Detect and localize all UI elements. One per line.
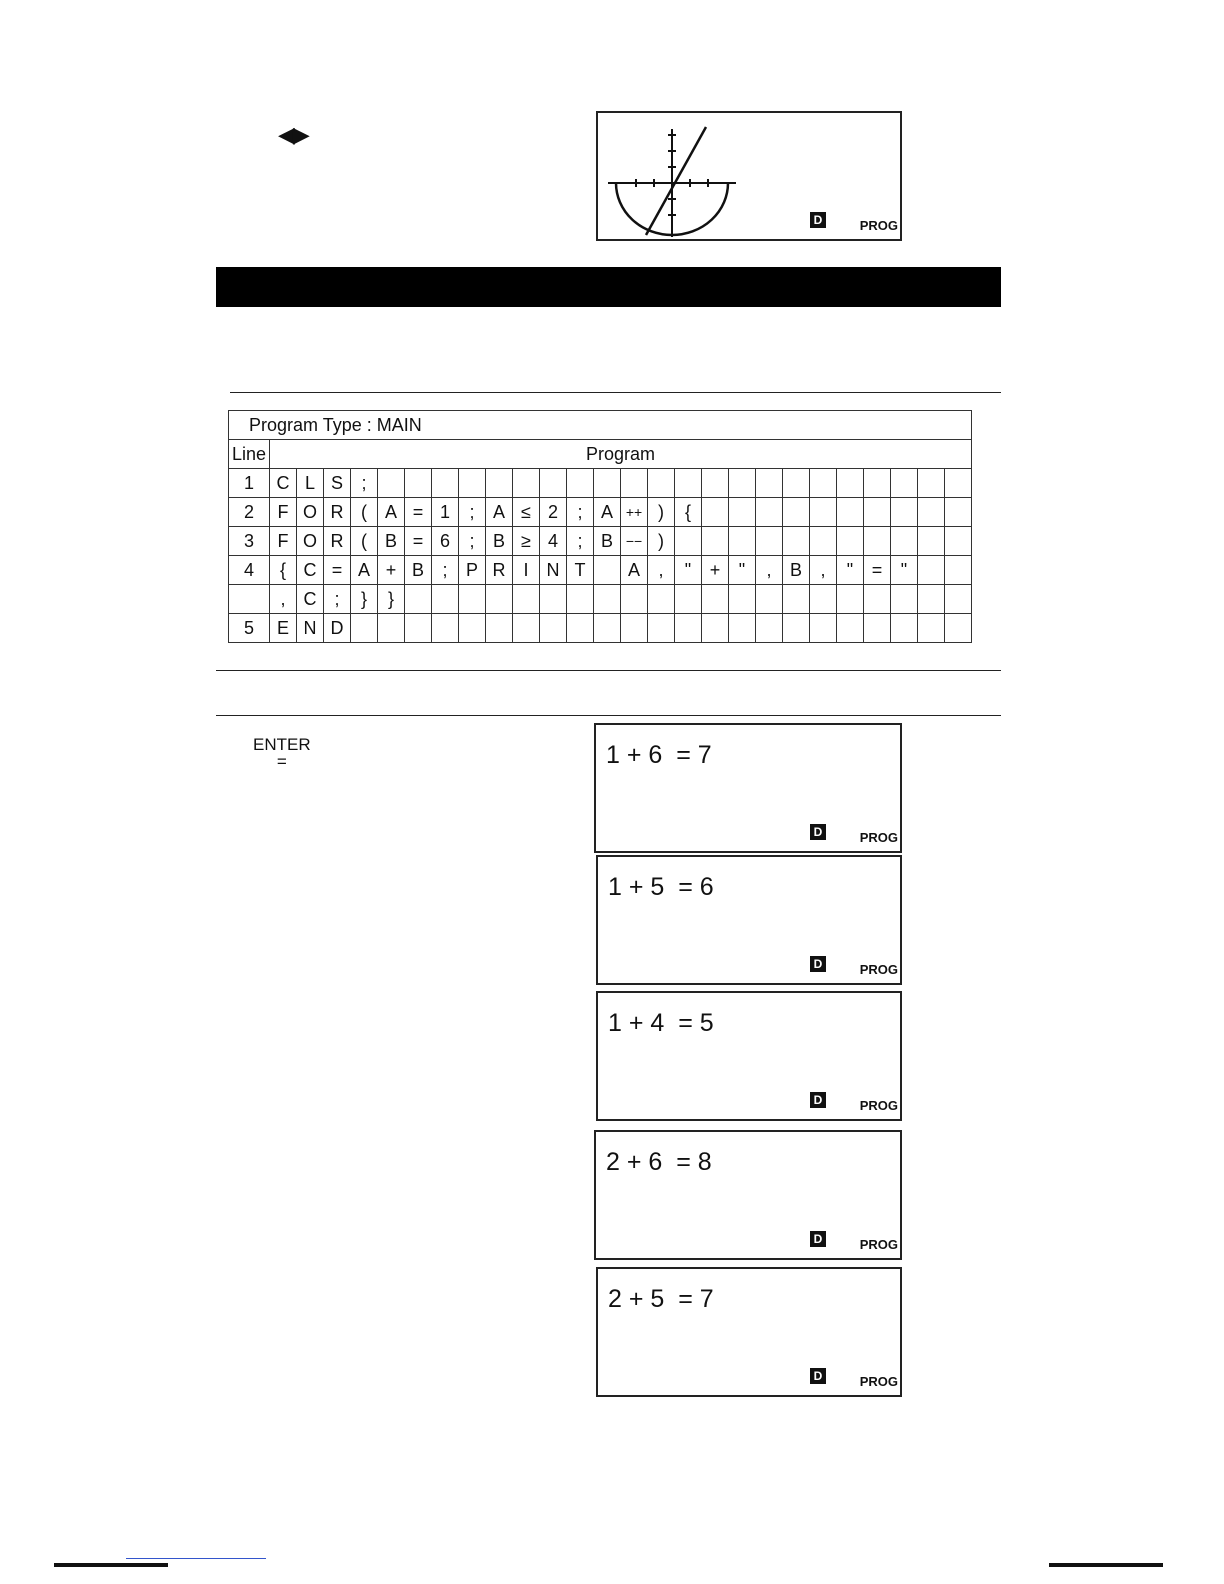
- program-cell: [459, 469, 486, 498]
- program-cell: ≤: [513, 498, 540, 527]
- program-cell: I: [513, 556, 540, 585]
- footer-bar-left: [54, 1563, 168, 1567]
- line-number: [229, 585, 270, 614]
- program-cell: [729, 614, 756, 643]
- line-number: 2: [229, 498, 270, 527]
- program-cell: [945, 498, 972, 527]
- program-cell: [837, 498, 864, 527]
- program-cell: B: [378, 527, 405, 556]
- program-cell: B: [486, 527, 513, 556]
- program-cell: [756, 469, 783, 498]
- program-cell: [432, 469, 459, 498]
- program-row: [229, 527, 972, 556]
- program-cell: [783, 469, 810, 498]
- program-cell: [648, 614, 675, 643]
- program-cell: B: [405, 556, 432, 585]
- program-cell: +: [378, 556, 405, 585]
- program-cell: [540, 469, 567, 498]
- program-cell: +: [702, 556, 729, 585]
- program-cell: [756, 614, 783, 643]
- output-screen-3: [596, 991, 902, 1121]
- program-cell: [837, 614, 864, 643]
- program-cell: P: [459, 556, 486, 585]
- program-cell: [540, 585, 567, 614]
- display-mode-indicator: D: [810, 1368, 826, 1384]
- program-cell: [702, 498, 729, 527]
- program-cell: }: [378, 585, 405, 614]
- program-cell: A: [378, 498, 405, 527]
- program-row: [229, 614, 972, 643]
- program-cell: (: [351, 527, 378, 556]
- program-cell: [918, 614, 945, 643]
- program-cell: [810, 498, 837, 527]
- program-cell: {: [270, 556, 297, 585]
- program-cell: C: [270, 469, 297, 498]
- program-cell: [729, 498, 756, 527]
- program-cell: [891, 614, 918, 643]
- section-heading-bar: [216, 267, 1001, 307]
- program-cell: =: [864, 556, 891, 585]
- program-cell: [756, 585, 783, 614]
- display-mode-indicator: D: [810, 1092, 826, 1108]
- program-cell: [783, 585, 810, 614]
- program-cell: [432, 614, 459, 643]
- enter-key-label: ENTER: [253, 735, 311, 754]
- program-cell: [459, 614, 486, 643]
- program-cell: [702, 469, 729, 498]
- program-cell: [864, 469, 891, 498]
- divider: [216, 715, 1001, 716]
- line-number: 5: [229, 614, 270, 643]
- line-number: 3: [229, 527, 270, 556]
- line-header: Line: [229, 440, 270, 469]
- program-cell: [783, 498, 810, 527]
- program-cell: [648, 469, 675, 498]
- program-cell: [567, 585, 594, 614]
- program-cell: A: [486, 498, 513, 527]
- program-cell: [675, 527, 702, 556]
- program-cell: ): [648, 498, 675, 527]
- program-cell: ,: [270, 585, 297, 614]
- program-cell: ": [675, 556, 702, 585]
- program-cell: A: [621, 556, 648, 585]
- program-cell: B: [594, 527, 621, 556]
- divider: [230, 392, 1001, 393]
- enter-key-symbol: =: [276, 752, 287, 771]
- program-cell: }: [351, 585, 378, 614]
- program-cell: N: [297, 614, 324, 643]
- program-cell: [837, 527, 864, 556]
- prog-mode-label: PROG: [859, 1374, 898, 1389]
- program-header: Program: [270, 440, 972, 469]
- program-cell: [810, 469, 837, 498]
- program-cell: S: [324, 469, 351, 498]
- program-cell: [513, 614, 540, 643]
- program-cell: 6: [432, 527, 459, 556]
- program-cell: [864, 498, 891, 527]
- program-cell: O: [297, 498, 324, 527]
- program-cell: [621, 614, 648, 643]
- program-cell: B: [783, 556, 810, 585]
- program-cell: [567, 614, 594, 643]
- program-cell: L: [297, 469, 324, 498]
- program-cell: [837, 469, 864, 498]
- program-cell: [378, 614, 405, 643]
- program-cell: [675, 585, 702, 614]
- left-right-arrow-keys: ◀▶: [278, 122, 308, 147]
- divider: [216, 670, 1001, 671]
- footer-link-underline: [126, 1558, 266, 1559]
- program-cell: C: [297, 556, 324, 585]
- program-cell: [945, 614, 972, 643]
- program-cell: [891, 527, 918, 556]
- program-cell: ;: [459, 527, 486, 556]
- program-cell: [405, 469, 432, 498]
- output-screen-4: [594, 1130, 902, 1260]
- output-screen-5: [596, 1267, 902, 1397]
- program-cell: ;: [324, 585, 351, 614]
- output-expression: 1 + 4 = 5: [608, 1009, 714, 1037]
- footer-bar-right: [1049, 1563, 1163, 1567]
- program-cell: ): [648, 527, 675, 556]
- program-cell: F: [270, 498, 297, 527]
- program-cell: ": [891, 556, 918, 585]
- program-cell: [351, 614, 378, 643]
- program-cell: [783, 527, 810, 556]
- graph-plot: [598, 113, 900, 239]
- enter-key: [253, 735, 311, 769]
- program-cell: [432, 585, 459, 614]
- program-row: [229, 469, 972, 498]
- graph-screen: [596, 111, 902, 241]
- program-cell: O: [297, 527, 324, 556]
- program-cell: [540, 614, 567, 643]
- program-cell: [702, 527, 729, 556]
- program-cell: F: [270, 527, 297, 556]
- program-cell: N: [540, 556, 567, 585]
- output-expression: 1 + 6 = 7: [606, 741, 712, 769]
- output-expression: 2 + 6 = 8: [606, 1148, 712, 1176]
- program-cell: A: [594, 498, 621, 527]
- program-cell: ≥: [513, 527, 540, 556]
- program-cell: [918, 469, 945, 498]
- program-cell: R: [324, 498, 351, 527]
- program-cell: [891, 585, 918, 614]
- program-cell: [945, 585, 972, 614]
- display-mode-indicator: D: [810, 956, 826, 972]
- prog-mode-label: PROG: [859, 1098, 898, 1113]
- program-cell: [513, 585, 540, 614]
- program-cell: [810, 527, 837, 556]
- program-cell: C: [297, 585, 324, 614]
- program-cell: [756, 527, 783, 556]
- program-cell: ;: [432, 556, 459, 585]
- program-cell: =: [324, 556, 351, 585]
- prog-mode-label: PROG: [859, 830, 898, 845]
- program-cell: [864, 527, 891, 556]
- program-cell: ;: [351, 469, 378, 498]
- program-cell: [810, 614, 837, 643]
- program-cell: [621, 469, 648, 498]
- program-cell: ": [837, 556, 864, 585]
- prog-mode-label: PROG: [859, 962, 898, 977]
- program-cell: [594, 585, 621, 614]
- program-cell: ;: [567, 498, 594, 527]
- program-cell: [918, 585, 945, 614]
- program-cell: [675, 614, 702, 643]
- program-cell: [486, 585, 513, 614]
- program-cell: [594, 469, 621, 498]
- program-cell: [756, 498, 783, 527]
- program-cell: T: [567, 556, 594, 585]
- display-mode-indicator: D: [810, 1231, 826, 1247]
- program-type-label: Program Type : MAIN: [229, 411, 972, 440]
- program-cell: {: [675, 498, 702, 527]
- program-cell: [864, 585, 891, 614]
- program-cell: [567, 469, 594, 498]
- program-cell: [405, 585, 432, 614]
- program-cell: [945, 556, 972, 585]
- program-cell: [918, 556, 945, 585]
- program-cell: [648, 585, 675, 614]
- line-number: 4: [229, 556, 270, 585]
- program-cell: ;: [459, 498, 486, 527]
- program-cell: 1: [432, 498, 459, 527]
- program-cell: [729, 585, 756, 614]
- program-cell: [486, 469, 513, 498]
- prog-mode-label: PROG: [859, 1237, 898, 1252]
- program-cell: [891, 469, 918, 498]
- program-cell: [729, 527, 756, 556]
- output-screen-1: [594, 723, 902, 853]
- program-cell: [594, 614, 621, 643]
- program-cell: [945, 527, 972, 556]
- display-mode-indicator: D: [810, 212, 826, 228]
- program-cell: [378, 469, 405, 498]
- program-cell: D: [324, 614, 351, 643]
- line-number: 1: [229, 469, 270, 498]
- program-cell: [945, 469, 972, 498]
- program-cell: R: [486, 556, 513, 585]
- program-cell: ": [729, 556, 756, 585]
- program-cell: E: [270, 614, 297, 643]
- program-cell: =: [405, 498, 432, 527]
- program-cell: ++: [621, 498, 648, 527]
- program-cell: [729, 469, 756, 498]
- program-cell: 4: [540, 527, 567, 556]
- program-cell: ,: [648, 556, 675, 585]
- program-row: [229, 498, 972, 527]
- program-cell: [837, 585, 864, 614]
- program-cell: [459, 585, 486, 614]
- program-cell: [918, 498, 945, 527]
- program-cell: 2: [540, 498, 567, 527]
- program-cell: −−: [621, 527, 648, 556]
- program-cell: A: [351, 556, 378, 585]
- output-expression: 2 + 5 = 7: [608, 1285, 714, 1313]
- program-cell: [891, 498, 918, 527]
- output-expression: 1 + 5 = 6: [608, 873, 714, 901]
- output-screen-2: [596, 855, 902, 985]
- program-cell: [675, 469, 702, 498]
- program-row: [229, 556, 972, 585]
- program-cell: [513, 469, 540, 498]
- program-cell: [864, 614, 891, 643]
- prog-mode-label: PROG: [859, 218, 898, 233]
- program-table: [228, 410, 972, 643]
- program-cell: [918, 527, 945, 556]
- program-cell: R: [324, 527, 351, 556]
- program-cell: ,: [810, 556, 837, 585]
- program-cell: [783, 614, 810, 643]
- display-mode-indicator: D: [810, 824, 826, 840]
- program-cell: [702, 614, 729, 643]
- program-cell: [405, 614, 432, 643]
- program-cell: [810, 585, 837, 614]
- program-cell: ,: [756, 556, 783, 585]
- program-cell: [486, 614, 513, 643]
- program-cell: [594, 556, 621, 585]
- program-cell: [702, 585, 729, 614]
- program-cell: ;: [567, 527, 594, 556]
- program-cell: =: [405, 527, 432, 556]
- program-row: [229, 585, 972, 614]
- program-cell: [621, 585, 648, 614]
- program-cell: (: [351, 498, 378, 527]
